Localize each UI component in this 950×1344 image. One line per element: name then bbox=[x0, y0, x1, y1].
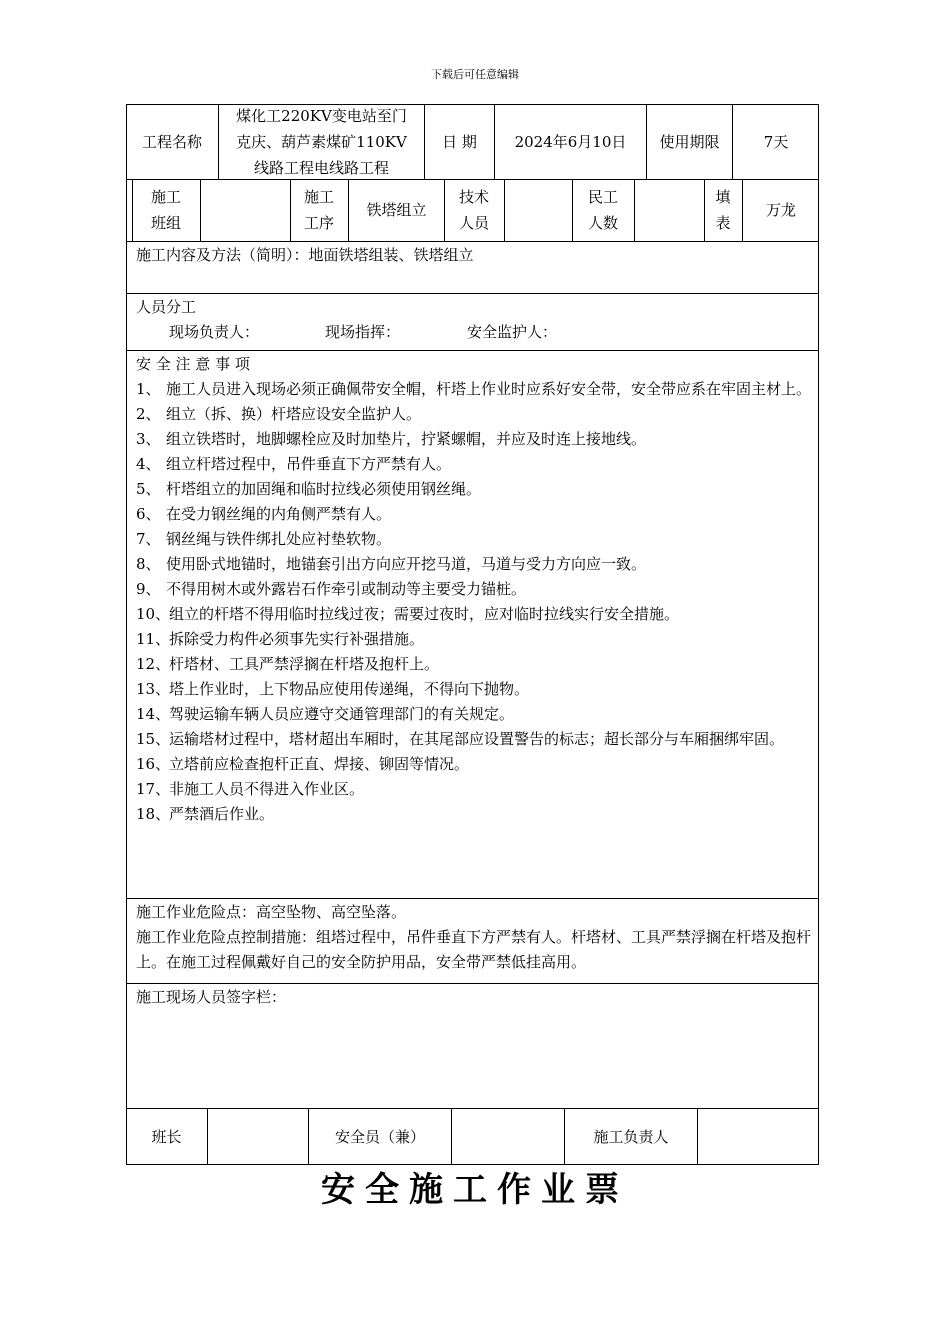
manager-label: 施工负责人 bbox=[593, 1127, 669, 1146]
project-name[interactable]: 煤化工220KV变电站至门克庆、葫芦素煤矿110KV线路工程电线路工程 bbox=[236, 106, 407, 177]
precaution-text: 杆塔材、工具严禁浮搁在杆塔及抱杆上。 bbox=[169, 655, 440, 673]
precaution-text: 使用卧式地锚时，地锚套引出方向应开挖马道，马道与受力方向应一致。 bbox=[166, 555, 647, 573]
precaution-number: 15、 bbox=[136, 730, 171, 748]
period-label: 使用期限 bbox=[659, 132, 720, 151]
process-label: 施工工序 bbox=[303, 188, 334, 232]
precaution-item bbox=[136, 727, 811, 752]
precaution-number: 2、 bbox=[136, 405, 161, 423]
leader-label: 班长 bbox=[151, 1127, 182, 1146]
precaution-item bbox=[136, 527, 811, 552]
precaution-text: 施工人员进入现场必须正确佩带安全帽，杆塔上作业时应系好安全带，安全带应系在牢固主材上。 bbox=[166, 380, 812, 398]
precaution-text: 组立杆塔过程中，吊件垂直下方严禁有人。 bbox=[166, 455, 452, 473]
precaution-number: 12、 bbox=[136, 655, 171, 673]
date-value[interactable]: 2024年6月10日 bbox=[514, 132, 627, 151]
precaution-text: 钢丝绳与铁件绑扎处应衬垫软物。 bbox=[166, 530, 392, 548]
tech-value[interactable] bbox=[505, 179, 572, 241]
precaution-number: 4、 bbox=[136, 455, 161, 473]
precaution-text: 杆塔组立的加固绳和临时拉线必须使用钢丝绳。 bbox=[166, 480, 482, 498]
col-divider bbox=[132, 179, 133, 241]
row-divider bbox=[126, 293, 819, 294]
precaution-text: 组立的杆塔不得用临时拉线过夜；需要过夜时，应对临时拉线实行安全措施。 bbox=[169, 605, 680, 623]
col-divider bbox=[290, 179, 291, 241]
precaution-number: 17、 bbox=[136, 780, 171, 798]
precaution-item bbox=[136, 477, 811, 502]
manager-value[interactable] bbox=[698, 1108, 819, 1165]
precaution-item bbox=[136, 677, 811, 702]
form-title: 安全施工作业票 bbox=[321, 1170, 629, 1210]
precaution-number: 8、 bbox=[136, 555, 161, 573]
precaution-text: 不得用树木或外露岩石作牵引或制动等主要受力锚桩。 bbox=[166, 580, 527, 598]
row-divider bbox=[126, 241, 819, 242]
precaution-text: 组立（拆、换）杆塔应设安全监护人。 bbox=[166, 405, 422, 423]
precaution-number: 1、 bbox=[136, 380, 161, 398]
precautions-list bbox=[136, 377, 811, 827]
team-label: 施工班组 bbox=[150, 188, 181, 232]
safety-officer-label: 安全员（兼） bbox=[334, 1127, 425, 1146]
col-divider bbox=[704, 179, 705, 241]
precaution-item bbox=[136, 402, 811, 427]
precaution-item bbox=[136, 377, 811, 402]
col-divider bbox=[572, 179, 573, 241]
precaution-number: 7、 bbox=[136, 530, 161, 548]
precaution-item bbox=[136, 577, 811, 602]
precaution-number: 10、 bbox=[136, 605, 171, 623]
precaution-item bbox=[136, 427, 811, 452]
precaution-number: 6、 bbox=[136, 505, 161, 523]
col-divider bbox=[444, 179, 445, 241]
hazard-controls[interactable]: 施工作业危险点控制措施：组塔过程中，吊件垂直下方严禁有人。杆塔材、工具严禁浮搁在杆塔及抱杆上。在施工过程佩戴好自己的安全防护用品，安全带严禁低挂高用。 bbox=[136, 928, 812, 971]
precaution-item bbox=[136, 602, 811, 627]
precaution-number: 9、 bbox=[136, 580, 161, 598]
precaution-number: 5、 bbox=[136, 480, 161, 498]
header-note: 下载后可任意编辑 bbox=[431, 68, 519, 81]
team-value[interactable] bbox=[201, 179, 290, 241]
precaution-text: 组立铁塔时，地脚螺栓应及时加垫片，拧紧螺帽，并应及时连上接地线。 bbox=[166, 430, 647, 448]
precaution-number: 14、 bbox=[136, 705, 171, 723]
site-leader[interactable]: 现场负责人： bbox=[169, 323, 260, 341]
precaution-number: 13、 bbox=[136, 680, 171, 698]
leader-value[interactable] bbox=[208, 1108, 308, 1165]
filled-label: 填表 bbox=[715, 188, 731, 232]
precaution-item bbox=[136, 652, 811, 677]
row-divider bbox=[126, 983, 819, 984]
site-commander[interactable]: 现场指挥： bbox=[325, 323, 401, 341]
workers-label: 民工人数 bbox=[587, 188, 618, 232]
row-divider bbox=[126, 898, 819, 899]
precaution-text: 非施工人员不得进入作业区。 bbox=[169, 780, 365, 798]
precaution-item bbox=[136, 502, 811, 527]
precaution-item bbox=[136, 452, 811, 477]
precaution-item bbox=[136, 752, 811, 777]
precaution-text: 驾驶运输车辆人员应遵守交通管理部门的有关规定。 bbox=[169, 705, 515, 723]
row-divider bbox=[126, 350, 819, 351]
precautions-title: 安 全 注 意 事 项 bbox=[136, 355, 250, 373]
precaution-item bbox=[136, 802, 811, 827]
hazard-points[interactable]: 施工作业危险点：高空坠物、高空坠落。 bbox=[136, 903, 407, 921]
safety-officer-value[interactable] bbox=[452, 1108, 564, 1165]
period-value[interactable]: 7天 bbox=[763, 132, 789, 151]
precaution-number: 11、 bbox=[136, 630, 171, 648]
signature-label: 施工现场人员签字栏： bbox=[136, 988, 287, 1006]
precaution-item bbox=[136, 702, 811, 727]
staff-title: 人员分工 bbox=[136, 298, 197, 316]
workers-value[interactable] bbox=[635, 179, 704, 241]
process-value[interactable]: 铁塔组立 bbox=[366, 201, 427, 219]
precaution-text: 塔上作业时，上下物品应使用传递绳，不得向下抛物。 bbox=[169, 680, 530, 698]
content-method[interactable]: 施工内容及方法（简明）：地面铁塔组装、铁塔组立 bbox=[136, 246, 474, 264]
date-label: 日 期 bbox=[442, 132, 477, 151]
safety-supervisor[interactable]: 安全监护人： bbox=[467, 323, 558, 341]
precaution-text: 立塔前应检查抱杆正直、焊接、铆固等情况。 bbox=[169, 755, 470, 773]
precaution-text: 拆除受力构件必须事先实行补强措施。 bbox=[169, 630, 425, 648]
precaution-item bbox=[136, 777, 811, 802]
precaution-text: 严禁酒后作业。 bbox=[169, 805, 275, 823]
precaution-number: 3、 bbox=[136, 430, 161, 448]
precaution-item bbox=[136, 552, 811, 577]
precaution-number: 16、 bbox=[136, 755, 171, 773]
precaution-text: 在受力钢丝绳的内角侧严禁有人。 bbox=[166, 505, 392, 523]
precaution-number: 18、 bbox=[136, 805, 171, 823]
precaution-item bbox=[136, 627, 811, 652]
precaution-text: 运输塔材过程中，塔材超出车厢时，在其尾部应设置警告的标志；超长部分与车厢捆绑牢固。 bbox=[169, 730, 785, 748]
filled-value[interactable]: 万龙 bbox=[765, 201, 796, 219]
project-label: 工程名称 bbox=[141, 132, 202, 151]
tech-label: 技术人员 bbox=[458, 188, 489, 232]
